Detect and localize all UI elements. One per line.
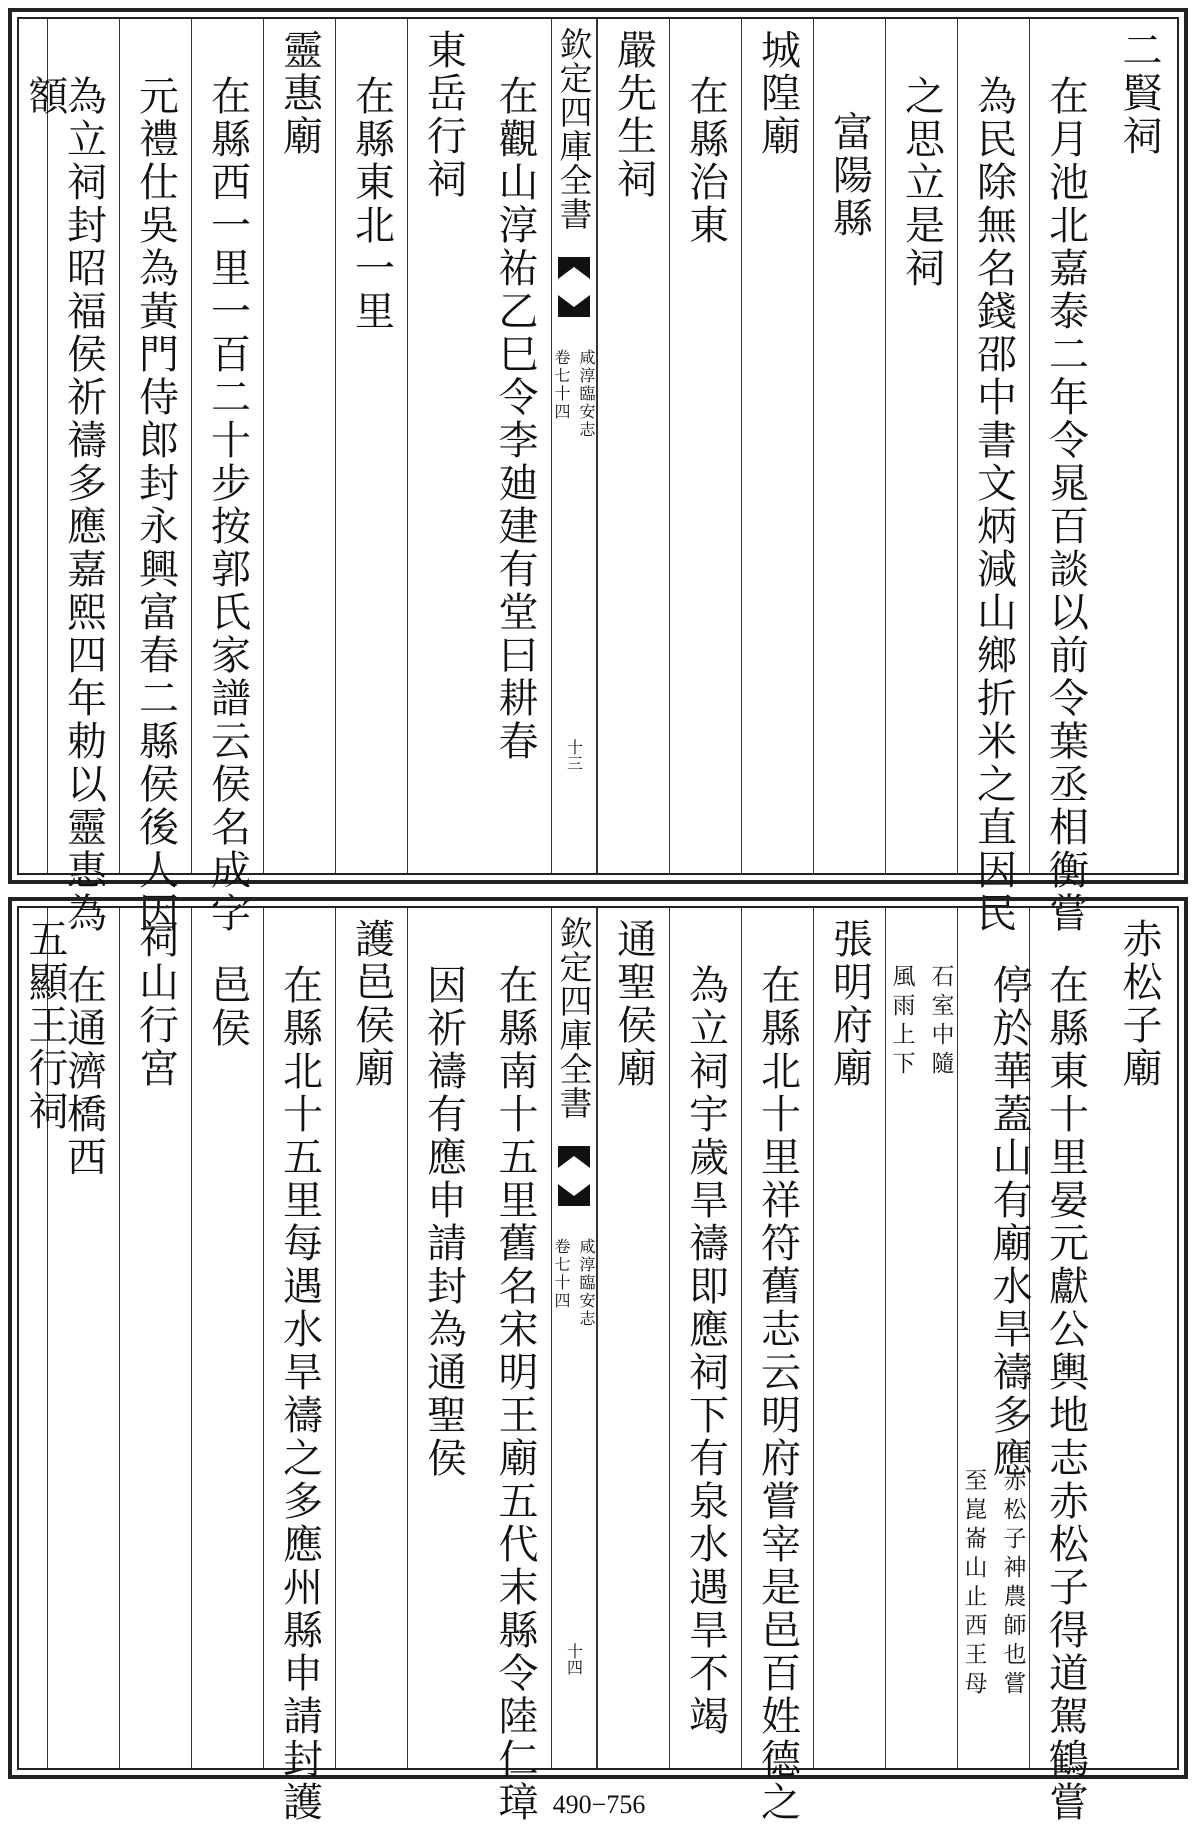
center-band [551, 908, 597, 1768]
heading-text: 赤松子廟 [1116, 918, 1162, 1090]
body-text: 額 [22, 75, 68, 118]
fish-tail-mark [558, 1146, 590, 1206]
body-text: 在縣東北一里 [348, 75, 395, 333]
heading-text: 張明府廟 [826, 918, 873, 1090]
body-text: 在縣西一里一百二十步按郭氏家譜云侯名成字 [204, 75, 251, 935]
column-last [22, 918, 85, 1133]
column [669, 19, 741, 873]
column [335, 19, 407, 873]
annotation-line: 石室中隨 [927, 964, 954, 1080]
column [669, 908, 741, 1768]
volume-name: 咸淳臨安志 [577, 349, 596, 439]
chapter-label [552, 1238, 596, 1328]
volume-name: 咸淳臨安志 [577, 1238, 596, 1328]
body-text: 在縣東十里晏元獻公輿地志赤松子得道駕鶴嘗 [1042, 964, 1089, 1824]
body-text: 停於華蓋山有廟水旱禱多應 [986, 964, 1032, 1480]
body-text: 在縣北十五里每遇水旱禱之多應州縣申請封護 [276, 964, 323, 1824]
column [19, 19, 47, 873]
column [407, 19, 479, 873]
column [263, 908, 335, 1824]
book-title: 欽定四庫全書 [554, 916, 594, 1120]
column [47, 19, 119, 935]
page-top-frame [17, 17, 1179, 935]
body-text: 元禮仕吳為黃門侍郎封永興富春二縣侯後人因 [132, 75, 179, 935]
heading-text: 嚴先生祠 [610, 29, 657, 201]
page-footer-number: 490−756 [552, 1790, 646, 1819]
body-text: 在縣南十五里舊名宋明王廟五代末縣令陸仁璋 [492, 964, 538, 1824]
body-text: 在觀山淳祐乙巳令李廸建有堂曰耕春 [492, 75, 538, 763]
chapter-label [552, 349, 596, 439]
body-text: 為立祠封昭福侯祈禱多應嘉熙四年勅以靈惠為 [60, 75, 107, 935]
annotation-line: 赤松子神農師也嘗 [999, 1468, 1026, 1700]
column [263, 19, 335, 873]
heading-text: 五顯王行祠 [22, 918, 68, 1133]
heading-text: 護邑侯廟 [348, 918, 395, 1090]
volume-number: 卷七十四 [552, 349, 571, 421]
page-top [8, 8, 1188, 935]
heading-text: 靈惠廟 [276, 29, 323, 158]
body-text: 在月池北嘉泰二年令晁百談以前令葉丞相衡嘗 [1042, 75, 1089, 935]
body-text: 在通濟橋西 [60, 964, 107, 1179]
column [813, 19, 885, 873]
column [479, 908, 551, 1824]
volume-number: 卷七十四 [552, 1238, 571, 1310]
column [957, 908, 1032, 1768]
book-title: 欽定四庫全書 [554, 27, 594, 231]
column [597, 908, 669, 1768]
annotation-line: 至崑崙山止西王母 [960, 1468, 987, 1700]
column [191, 908, 263, 1768]
column [407, 908, 479, 1768]
column [1029, 908, 1101, 1824]
body-text: 邑侯 [204, 964, 251, 1050]
column [119, 908, 191, 1768]
column [885, 908, 957, 1768]
leaf-number: 十四 [564, 1643, 584, 1675]
body-text: 在縣北十里祥符舊志云明府嘗宰是邑百姓德之 [754, 964, 801, 1824]
column [119, 19, 191, 935]
body-text: 為立祠宇歲旱禱即應祠下有泉水遇旱不竭 [682, 964, 729, 1738]
annotation-line: 風雨上下 [888, 964, 915, 1080]
center-band [551, 19, 597, 873]
column [479, 19, 551, 873]
column [1029, 19, 1101, 935]
body-text: 因祈禱有應申請封為通聖侯 [420, 964, 467, 1480]
heading-text: 富陽縣 [826, 111, 873, 240]
column [957, 19, 1029, 935]
annotation [958, 1468, 1029, 1700]
column [885, 19, 957, 873]
column [741, 908, 813, 1824]
leaf-number: 十三 [564, 739, 584, 771]
column [191, 19, 263, 935]
body-text: 在縣治東 [682, 75, 729, 247]
column [597, 19, 669, 873]
body-text: 為民除無名錢邵中書文炳減山鄉折米之直因民 [970, 75, 1017, 935]
column [741, 19, 813, 873]
column [813, 908, 885, 1768]
heading-text: 城隍廟 [754, 29, 801, 158]
annotation [886, 964, 957, 1080]
body-text: 之思立是祠 [898, 75, 945, 290]
heading-text: 通聖侯廟 [610, 918, 657, 1090]
column [335, 908, 407, 1768]
heading-text: 二賢祠 [1116, 29, 1162, 158]
heading-text: 祠山行宮 [132, 918, 179, 1090]
fish-tail-mark [558, 257, 590, 317]
column [1101, 908, 1177, 1768]
column [1101, 19, 1177, 873]
column-last [22, 75, 85, 118]
heading-text: 東岳行祠 [420, 29, 467, 201]
